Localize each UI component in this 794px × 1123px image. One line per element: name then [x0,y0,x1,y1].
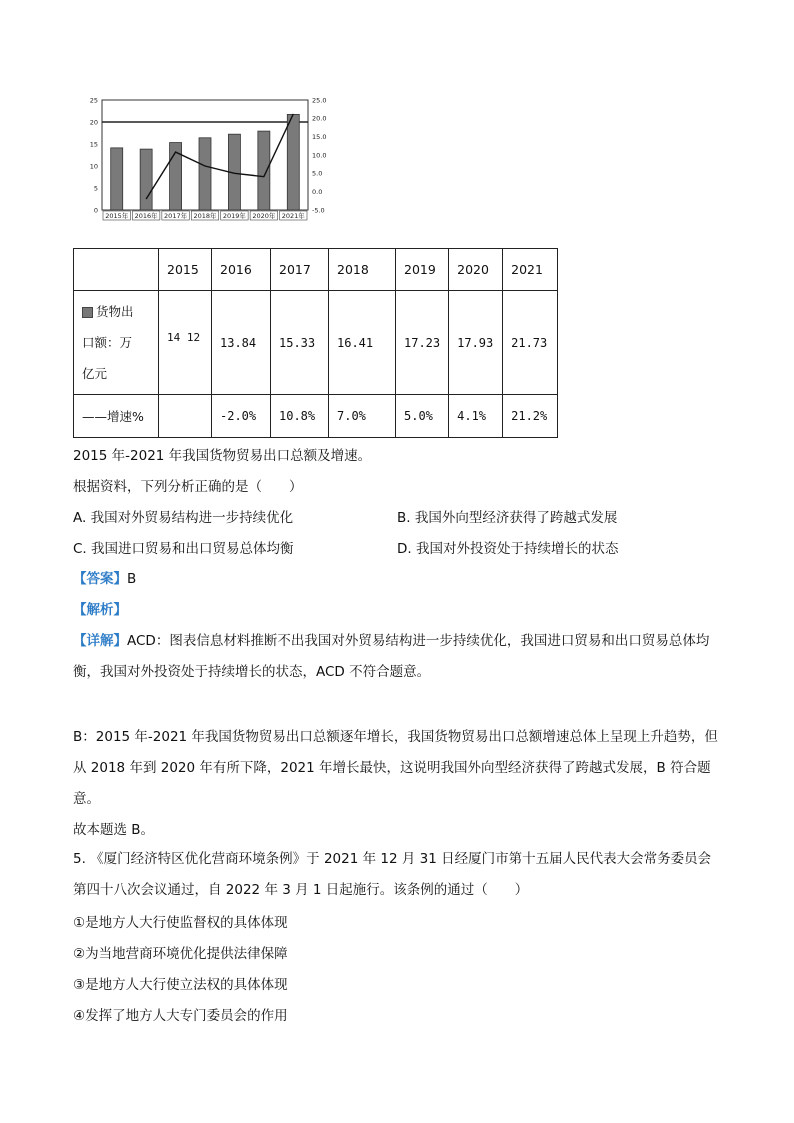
export-bar [140,149,152,210]
y-tick-label: 10 [89,162,98,171]
table-cell: 17.93 [449,291,503,395]
table-year-cell: 2017 [271,249,329,291]
y-tick-label: 0 [93,206,98,215]
y2-tick-label: 25.0 [312,96,327,105]
y2-tick-label: -5.0 [312,206,325,215]
export-chart [74,86,342,236]
table-year-cell: 2016 [212,249,271,291]
table-row-growth [74,395,558,438]
table-header-row [74,249,558,291]
x-tick-label: 2019年 [222,212,246,220]
table-row-label: ——增速% [74,395,159,438]
detail-paragraph [73,626,723,688]
export-bar [258,131,270,210]
question-stem: 根据资料，下列分析正确的是（ ） [73,479,303,495]
table-year-cell: 2019 [396,249,449,291]
table-year-cell: 2015 [159,249,212,291]
x-tick-label: 2021年 [281,212,305,220]
y2-tick-label: 0.0 [312,187,323,196]
y2-tick-label: 5.0 [312,169,323,178]
detail-tag: 【详解】 [73,633,127,649]
table-cell: 16.41 [329,291,396,395]
table-cell: 7.0% [329,395,396,438]
table-cell: -2.0% [212,395,271,438]
answer-value: B [127,571,137,587]
q5-item: ③是地方人大行使立法权的具体体现 [73,977,288,993]
x-tick-label: 2018年 [193,212,217,220]
table-cell: 4.1% [449,395,503,438]
option-d: D. 我国对外投资处于持续增长的状态 [397,541,619,557]
table-year-cell: 2018 [329,249,396,291]
table-cell: 21.2% [503,395,558,438]
table-cell: 15.33 [271,291,329,395]
table-cell: 21.73 [503,291,558,395]
row-label-line: 口额：万 [82,335,133,350]
x-tick-label: 2020年 [252,212,276,220]
q5-item: ②为当地营商环境优化提供法律保障 [73,946,288,962]
y2-tick-label: 15.0 [312,132,327,141]
y2-tick-label: 20.0 [312,114,327,123]
row-label-line: 货物出 [96,304,134,319]
table-cell: 17.23 [396,291,449,395]
option-c: C. 我国进口贸易和出口贸易总体均衡 [73,541,294,557]
export-bar [287,114,299,210]
table-row-export [74,291,558,395]
q5-item: ④发挥了地方人大专门委员会的作用 [73,1008,288,1024]
export-bar [111,148,123,210]
table-year-cell: 2020 [449,249,503,291]
x-tick-label: 2017年 [164,212,188,220]
export-bar [199,138,211,210]
table-row-label [74,291,159,395]
y-tick-label: 25 [89,96,98,105]
option-b: B. 我国外向型经济获得了跨越式发展 [397,510,618,526]
q5-item: ①是地方人大行使监督权的具体体现 [73,915,288,931]
table-cell: 5.0% [396,395,449,438]
bar-legend-swatch [82,307,93,318]
table-corner-cell [74,249,159,291]
answer-line [73,569,136,589]
table-cell: 13.84 [212,291,271,395]
y-tick-label: 5 [93,184,98,193]
table-cell: 10.8% [271,395,329,438]
x-tick-label: 2016年 [134,212,158,220]
conclusion: 故本题选 B。 [73,822,155,838]
analysis-tag: 【解析】 [73,602,127,618]
chart-svg [74,86,342,236]
question-5-stem: 5. 《厦门经济特区优化营商环境条例》于 2021 年 12 月 31 日经厦门市第十五届人民代表大会常务委员会第四十八次会议通过，自 2022 年 3 月 1 日起施行。该条例的通过（ ） [73,851,712,898]
export-data-table [73,248,558,438]
table-year-cell: 2021 [503,249,558,291]
answer-tag: 【答案】 [73,571,127,587]
y-tick-label: 20 [89,118,98,127]
b-explanation-paragraph: B：2015 年-2021 年我国货物贸易出口总额逐年增长，我国货物贸易出口总额增速总体上呈现上升趋势，但从 2018 年到 2020 年有所下降，2021 年增长最快，这说明我国外向型经济获得了跨越式发展，B 符合题意。 [73,729,718,807]
table-cell: 14 12 [159,291,212,395]
detail-text: ACD：图表信息材料推断不出我国对外贸易结构进一步持续优化，我国进口贸易和出口贸易总体均衡，我国对外投资处于持续增长的状态，ACD 不符合题意。 [73,633,710,680]
table-cell [159,395,212,438]
y-tick-label: 15 [89,140,98,149]
x-tick-label: 2015年 [105,212,129,220]
analysis-line [73,600,127,620]
y2-tick-label: 10.0 [312,151,327,160]
chart-caption: 2015 年-2021 年我国货物贸易出口总额及增速。 [73,448,372,464]
row-label-line: 亿元 [82,366,108,381]
option-a: A. 我国对外贸易结构进一步持续优化 [73,510,294,526]
